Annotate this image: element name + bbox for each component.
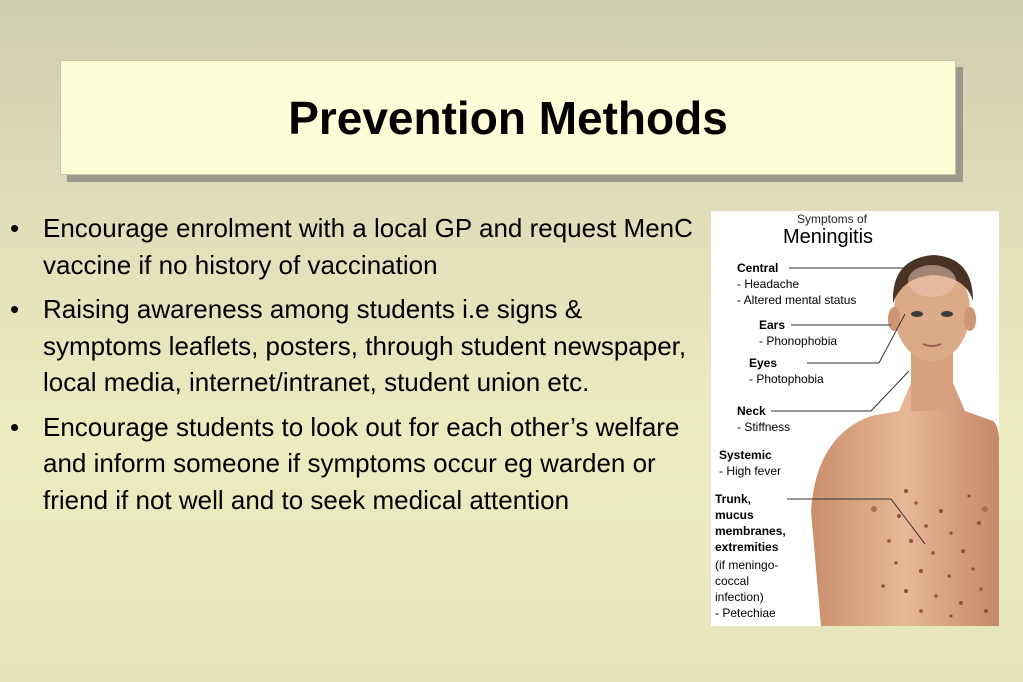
figure-title-small: Symptoms of (797, 212, 868, 226)
label-headache: - Headache (737, 277, 800, 291)
bullet-icon: • (10, 411, 20, 442)
bullet-list (8, 210, 698, 526)
label-altered-mental-status: - Altered mental status (737, 293, 857, 307)
label-systemic: Systemic (719, 448, 772, 462)
title-box (60, 60, 956, 175)
label-petechiae: - Petechiae (715, 606, 776, 620)
label-ears: Ears (759, 318, 786, 332)
bullet-text: Encourage enrolment with a local GP and request MenC vaccine if no history of vaccination (43, 213, 693, 280)
slide-title: Prevention Methods (288, 91, 728, 144)
label-extremities: extremities (715, 540, 779, 554)
bullet-icon: • (10, 294, 20, 324)
label-note-coccal: coccal (715, 574, 750, 588)
bullet-icon: • (10, 213, 20, 243)
label-neck: Neck (737, 404, 766, 418)
label-trunk: Trunk, (715, 492, 752, 506)
label-photophobia: - Photophobia (749, 372, 824, 386)
bullet-text: Encourage students to look out for each other’s welfare and inform someone if symptoms occur eg warden or friend if not well and to seek medical attention (43, 411, 680, 515)
bullet-item (8, 210, 698, 283)
label-mucus: mucus (715, 508, 754, 522)
label-central: Central (737, 261, 779, 275)
label-high-fever: - High fever (719, 464, 782, 478)
label-stiffness: - Stiffness (737, 420, 791, 434)
label-membranes: membranes, (715, 524, 786, 538)
bullet-item (8, 409, 698, 519)
label-note-meningo: (if meningo- (715, 558, 779, 572)
meningitis-symptoms-figure (711, 211, 999, 626)
bullet-item (8, 291, 698, 401)
label-note-infection: infection) (715, 590, 764, 604)
label-eyes: Eyes (749, 356, 778, 370)
bullet-text: Raising awareness among students i.e signs & symptoms leaflets, posters, through student newspaper, local media, internet/intranet, student union etc. (43, 294, 687, 397)
label-phonophobia: - Phonophobia (759, 334, 838, 348)
figure-title-large: Meningitis (783, 226, 874, 248)
